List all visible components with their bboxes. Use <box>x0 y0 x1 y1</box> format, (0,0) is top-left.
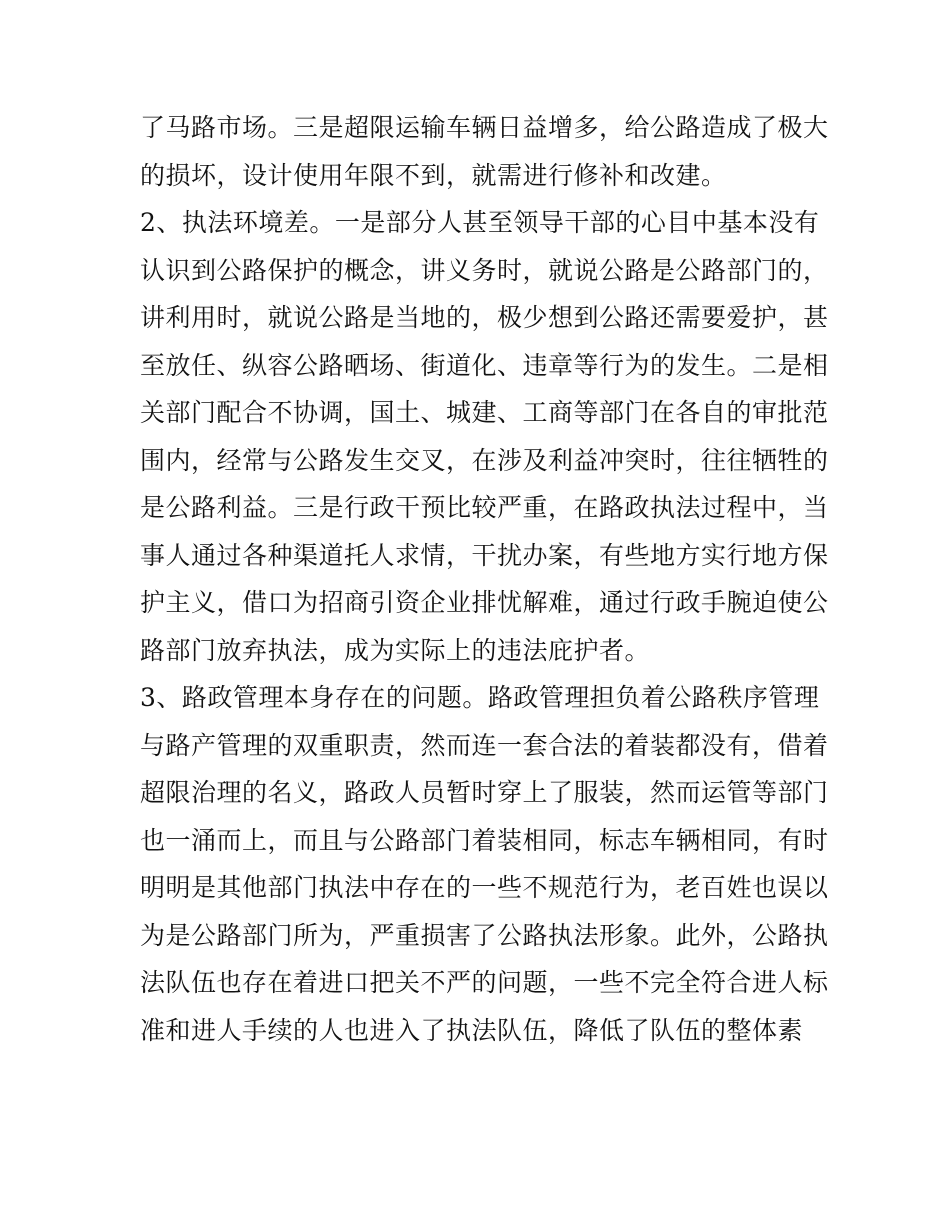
text-line: 为是公路部门所为，严重损害了公路执法形象。此外，公路执 <box>140 920 829 950</box>
text-line: 围内，经常与公路发生交叉，在涉及利益冲突时，往往牺牲的 <box>140 445 829 475</box>
body-text <box>140 104 829 1054</box>
text-line: 认识到公路保护的概念，讲义务时，就说公路是公路部门的， <box>140 255 829 285</box>
text-line: 也一涌而上，而且与公路部门着装相同，标志车辆相同，有时 <box>140 825 829 855</box>
text-line: 事人通过各种渠道托人求情，干扰办案，有些地方实行地方保 <box>140 540 829 570</box>
text-line: 了马路市场。三是超限运输车辆日益增多，给公路造成了极大 <box>140 113 829 142</box>
text-line: 护主义，借口为招商引资企业排忧解难，通过行政手腕迫使公 <box>140 588 829 617</box>
text-line: 路部门放弃执法，成为实际上的违法庇护者。 <box>140 635 651 665</box>
text-line: 是公路利益。三是行政干预比较严重，在路政执法过程中，当 <box>140 493 829 522</box>
text-line: 法队伍也存在着进口把关不严的问题，一些不完全符合进人标 <box>140 968 829 997</box>
text-line: 讲利用时，就说公路是当地的，极少想到公路还需要爱护，甚 <box>140 303 829 332</box>
text-line: 2、执法环境差。一是部分人甚至领导干部的心目中基本没有 <box>140 208 820 237</box>
text-line: 至放任、纵容公路晒场、街道化、违章等行为的发生。二是相 <box>140 350 829 380</box>
text-line: 与路产管理的双重职责，然而连一套合法的着装都没有，借着 <box>140 730 829 760</box>
text-line: 明明是其他部门执法中存在的一些不规范行为，老百姓也误以 <box>140 873 829 902</box>
text-line: 准和进人手续的人也进入了执法队伍，降低了队伍的整体素 <box>140 1015 804 1045</box>
text-line: 超限治理的名义，路政人员暂时穿上了服装，然而运管等部门 <box>140 778 829 807</box>
text-line: 的损坏，设计使用年限不到，就需进行修补和改建。 <box>140 160 727 190</box>
text-line: 3、路政管理本身存在的问题。路政管理担负着公路秩序管理 <box>140 683 820 712</box>
text-line: 关部门配合不协调，国土、城建、工商等部门在各自的审批范 <box>140 398 829 427</box>
